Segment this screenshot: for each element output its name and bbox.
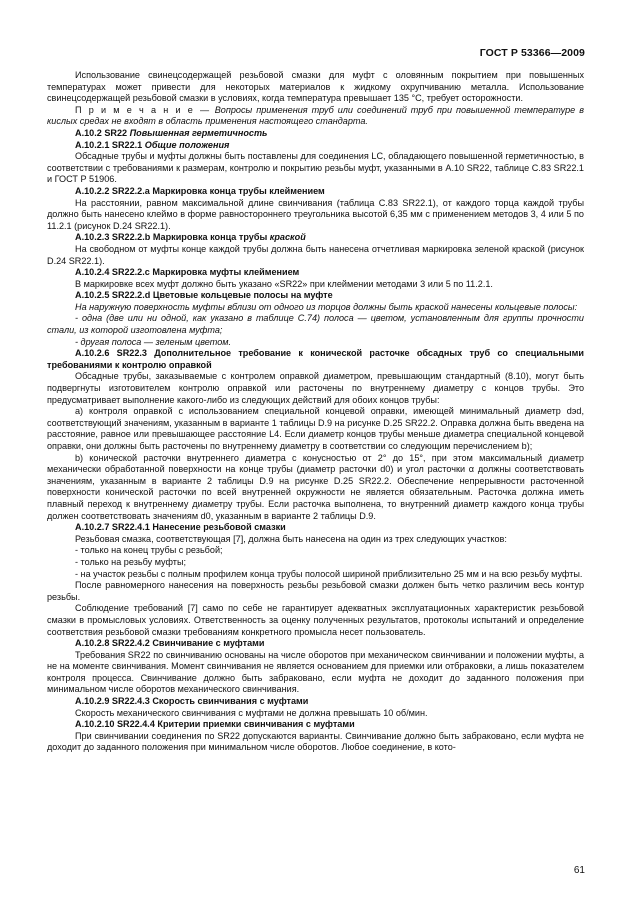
heading-title: Нанесение резьбовой смазки	[152, 522, 286, 533]
page-number: 61	[573, 865, 585, 876]
heading-title: Цветовые кольцевые полосы на муфте	[152, 290, 333, 301]
list-item: а) контроля оправкой с использованием специальной концевой оправки, имеющей минимальный диаметр dэd, соответствующий значениям, указанным в варианте 1 таблицы D.9 на рисунке D.25 SR22.2. Оправка должна быть введена на расстояние, равное или превышающее расстояние L4. Если диаметр концов трубы меньше диаметра специальной концевой оправки, они должны быть расточены по внутреннему диаметру в соответствии со следующим перечислением b);	[47, 406, 584, 451]
section-heading	[47, 348, 584, 371]
section-heading	[75, 290, 584, 302]
heading-title: Скорость свинчивания с муфтами	[152, 696, 309, 707]
heading-number: А.10.2.6 SR22.3	[75, 348, 155, 359]
section-heading	[75, 140, 584, 152]
section-heading	[75, 128, 584, 140]
paragraph: При свинчивании соединения по SR22 допускаются варианты. Свинчивание должно быть забраковано, если муфта не доходит до заданного положения при минимальном числе оборотов. Любое соединение, в кото-	[47, 730, 584, 753]
heading-number: А.10.2.8 SR22.4.2	[75, 638, 153, 649]
section-heading	[75, 638, 584, 650]
heading-title: Дополнительное требование к конической расточке обсадных труб со специальными требованиями к контролю оправкой	[47, 348, 584, 370]
heading-number: А.10.2.4 SR22.2.c	[75, 267, 153, 278]
section-heading	[75, 719, 584, 731]
heading-title: Общие положения	[144, 139, 230, 150]
heading-title: Маркировка муфты клеймением	[152, 267, 300, 278]
list-item: - на участок резьбы с полным профилем конца трубы полосой шириной приблизительно 25 мм и на всю резьбу муфты.	[75, 568, 583, 579]
heading-title: Критерии приемки свинчивания с муфтами	[157, 719, 355, 730]
paragraph: Обсадные трубы, заказываемые с контролем оправкой диаметром, превышающим стандартный (8.10), могут быть подвергнуты изготовителем контролю оправкой или расточены по внутреннему диаметру с концов трубы. Это предусматривает выполнение какого-либо из следующих действий для обоих концов трубы:	[47, 371, 584, 405]
paragraph: На свободном от муфты конце каждой трубы должна быть нанесена отчетливая маркировка зеленой краской (рисунок D.24 SR22.1).	[47, 243, 584, 266]
paragraph: Скорость механического свинчивания с муфтами не должна превышать 10 об/мин.	[75, 707, 428, 718]
paragraph: Резьбовая смазка, соответствующая [7], должна быть нанесена на один из трех следующих участков:	[75, 533, 507, 544]
heading-number: А.10.2.1 SR22.1	[75, 139, 145, 150]
section-heading	[75, 267, 584, 279]
note	[47, 105, 584, 128]
section-heading	[75, 696, 584, 708]
heading-number: А.10.2.9 SR22.4.3	[75, 696, 153, 707]
paragraph: После равномерного нанесения на поверхность резьбы резьбовой смазки должен быть четко различим весь контур резьбы.	[47, 580, 584, 602]
list-item: - только на резьбу муфты;	[75, 556, 187, 567]
list-item: - другая полоса — зеленым цветом.	[75, 336, 232, 347]
heading-title: Повышенная герметичность	[129, 127, 268, 138]
paragraph: Требования SR22 по свинчиванию основаны на числе оборотов при механическом свинчивании и положении муфты, а не на моменте свинчивания. Момент свинчивания не является основанием для приемки или отбраковки, а лишь показателем контроля процесса. Свинчивание должно быть забраковано, если муфта не доходит до заданного положения при минимальном числе оборотов механического свинчивания.	[47, 649, 584, 695]
heading-number: А.10.2 SR22	[75, 127, 130, 138]
heading-title-italic: краской	[269, 232, 306, 243]
section-heading	[75, 186, 584, 198]
heading-number: А.10.2.5 SR22.2.d	[75, 290, 153, 301]
paragraph: На расстоянии, равном максимальной длине свинчивания (таблица С.83 SR22.1), от каждого торца каждой трубы должно быть нанесено клеймо в форме равностороннего треугольника высотой 6,35 мм с применением методов 3, 4 или 5 по 11.2.1 (рисунок D.24 SR22.1).	[47, 197, 584, 231]
paragraph: Соблюдение требований [7] само по себе не гарантирует адекватных эксплуатационных характеристик резьбовой смазки в промысловых условиях. Ответственность за оценку полученных результатов, протоколы испытаний и определение соответствия резьбовой смазки требованиям конкретного промысла несет пользователь.	[47, 603, 584, 637]
section-heading	[75, 232, 584, 244]
list-item: - только на конец трубы с резьбой;	[75, 545, 223, 556]
heading-number: А.10.2.3 SR22.2.b	[75, 232, 153, 243]
heading-title: Маркировка конца трубы клеймением	[152, 185, 325, 196]
paragraph: В маркировке всех муфт должно быть указано «SR22» при клеймении методами 3 или 5 по 11.2.1.	[75, 278, 493, 289]
heading-title: Маркировка конца трубы	[152, 232, 270, 243]
paragraph: Использование свинецсодержащей резьбовой смазки для муфт с оловянным покрытием при повышенных температурах может привести для некоторых материалов к жидкому охрупчиванию металла. Использование свинецсодержащей резьбовой смазки в условиях, когда температура превышает 135 °С, требует осторожности.	[47, 70, 584, 104]
paragraph: Обсадные трубы и муфты должны быть поставлены для соединения LC, обладающего повышенной герметичностью, в соответствии с требованиями к размерам, контролю и покрытию резьбы муфт, указанными в А.10 SR22, таблице С.83 SR22.1 и ГОСТ Р 51906.	[47, 151, 584, 185]
heading-number: А.10.2.2 SR22.2.a	[75, 185, 153, 196]
heading-number: А.10.2.7 SR22.4.1	[75, 522, 153, 533]
note-label: П р и м е ч а н и е —	[75, 104, 211, 115]
page-body	[47, 70, 584, 754]
section-heading	[75, 522, 584, 534]
list-item: b) конической расточки внутреннего диаметра с конусностью от 2° до 15°, при этом максимальный диаметр механически обработанной поверхности на конце трубы (диаметр расточки d0) и угол расточки α должны соответствовать значениям, указанным в варианте 2 таблицы D.9 на рисунке D.25 SR22.2. Обеспечение непрерывности расточенной поверхности конической расточки по всей внутренней окружности не является обязательным. Расточка должна иметь плавный переход к внутреннему диаметру трубы. Если расточка выполнена, то внутренний диаметр каждого конца трубы должен соответствовать значениям d0, указанным в варианте 2 таблицы D.9.	[47, 452, 584, 521]
list-item: - одна (две или ни одной, как указано в таблице С.74) полоса — цветом, установленным для группы прочности стали, из которой изготовлена муфта;	[47, 313, 584, 336]
note-text: Вопросы применения труб или соединений труб при повышенной температуре в кислых средах не входят в область применения настоящего стандарта.	[47, 104, 584, 127]
page-header-doc-code: ГОСТ Р 53366—2009	[479, 47, 585, 59]
paragraph: На наружную поверхность муфты вблизи от одного из торцов должны быть краской нанесены кольцевые полосы:	[75, 301, 578, 312]
heading-title: Свинчивание с муфтами	[152, 638, 265, 649]
heading-number: А.10.2.10 SR22.4.4	[75, 719, 158, 730]
